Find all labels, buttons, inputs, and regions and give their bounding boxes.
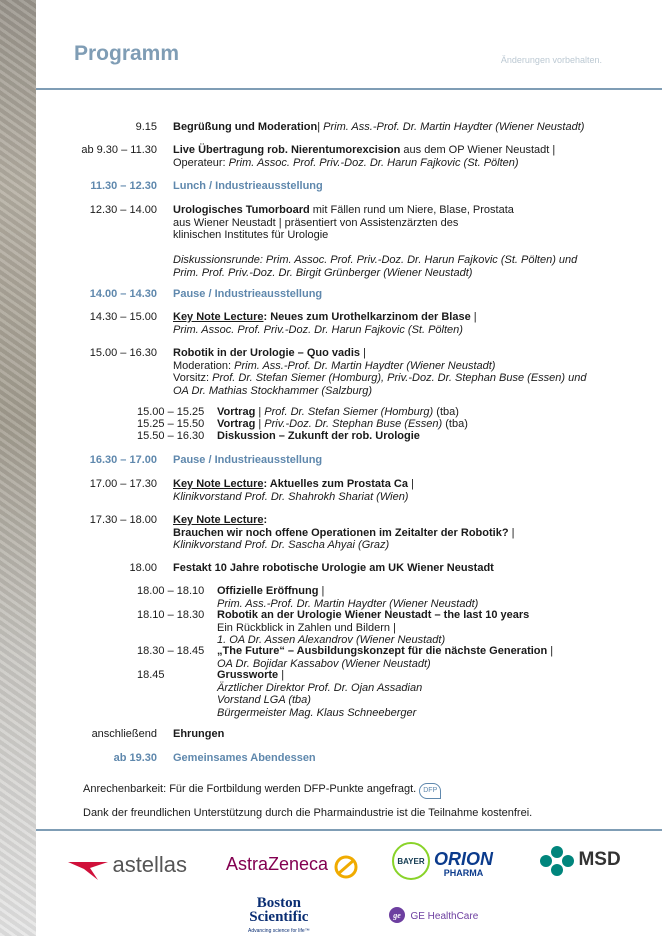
sub-time: 18.00 – 18.10 (137, 585, 205, 597)
row-title: Urologisches Tumorboard (173, 204, 310, 216)
row-time: 12.30 – 14.00 (89, 204, 157, 216)
sub-speaker: Ärztlicher Direktor Prof. Dr. Ojan Assadian (217, 681, 423, 694)
row-time: 15.00 – 16.30 (89, 347, 157, 359)
row-title: : (263, 514, 268, 526)
keynote-label: Key Note Lecture (173, 311, 264, 323)
row-time: 17.30 – 18.00 (89, 514, 157, 526)
sub-title: Robotik an der Urologie Wiener Neustadt – the last 10 years (217, 609, 530, 621)
sub-speaker: Bürgermeister Mag. Klaus Schneeberger (217, 706, 417, 719)
msd-logo: MSD (540, 846, 621, 876)
row-title: Festakt 10 Jahre robotische Urologie am UK Wiener Neustadt (173, 562, 494, 574)
sub-title: Vortrag (217, 418, 256, 430)
separator: | (360, 347, 366, 359)
credits-note (83, 783, 441, 799)
separator: | (470, 311, 477, 323)
svg-text:ge: ge (393, 911, 401, 920)
sub-item (137, 669, 422, 719)
sub-time: 15.25 – 15.50 (137, 418, 205, 430)
row-time: 16.30 – 17.00 (89, 454, 157, 466)
row-speaker: Prim. Assoc. Prof. Priv.-Doz. Dr. Harun Fajkovic (St. Pölten) (228, 156, 519, 169)
sponsor-logos (36, 830, 662, 936)
sub-title: „The Future“ – Ausbildungskonzept für die nächste Generation (217, 645, 548, 657)
row-label: Vorsitz: (173, 372, 213, 384)
row-time: anschließend (91, 728, 157, 740)
sub-time: 15.50 – 16.30 (137, 430, 205, 442)
sub-time: 18.45 (137, 669, 165, 681)
disclaimer: Änderungen vorbehalten. (500, 55, 602, 65)
sub-title: Grussworte (217, 669, 279, 681)
sub-item: 15.25 – 15.50 Vortrag | Priv.-Doz. Dr. Stephan Buse (Essen) (tba) (137, 418, 468, 430)
sub-title: Vortrag (217, 406, 256, 418)
sub-title: Diskussion – Zukunft der rob. Urologie (217, 430, 420, 442)
separator: | (407, 478, 414, 490)
sub-speaker: Prof. Dr. Stefan Siemer (Homburg) (264, 406, 434, 418)
sub-item (137, 585, 478, 610)
row-title: Begrüßung und Moderation (173, 121, 318, 133)
credits-text: Anrechenbarkeit: Für die Fortbildung werden DFP-Punkte angefragt. (83, 783, 417, 795)
sub-time: 18.30 – 18.45 (137, 645, 205, 657)
row-time: ab 9.30 – 11.30 (81, 144, 157, 156)
row-title: Robotik in der Urologie – Quo vadis (173, 347, 361, 359)
ge-healthcare-logo: ge GE HealthCare (388, 906, 478, 924)
row-time: ab 19.30 (113, 752, 157, 764)
sub-speaker: OA Dr. Bojidar Kassabov (Wiener Neustadt) (217, 657, 431, 670)
header (36, 0, 662, 88)
astrazeneca-logo: AstraZeneca (226, 854, 359, 880)
separator: | (317, 121, 324, 133)
row-label: Moderation: (173, 359, 235, 372)
row-time: 14.30 – 15.00 (89, 311, 157, 323)
keynote-label: Key Note Lecture (173, 514, 264, 526)
separator: | (318, 585, 325, 597)
sub-speaker: Priv.-Doz. Dr. Stephan Buse (Essen) (264, 418, 443, 430)
row-speaker: Prim. Assoc. Prof. Priv.-Doz. Dr. Harun Fajkovic (St. Pölten) (173, 323, 463, 336)
row-title: Lunch / Industrieausstellung (173, 180, 323, 192)
row-speaker: Diskussionsrunde: Prim. Assoc. Prof. Priv.-Doz. Dr. Harun Fajkovic (St. Pölten) und (173, 254, 578, 266)
sub-text: Ein Rückblick in Zahlen und Bildern | (217, 621, 396, 634)
row-title: Brauchen wir noch offene Operationen im Zeitalter der Robotik? (173, 526, 509, 539)
row-text: klinischen Institutes für Urologie (173, 229, 329, 241)
page-title: Programm (74, 42, 180, 65)
sub-item (137, 430, 420, 443)
row-time: 14.00 – 14.30 (89, 288, 157, 300)
row-title: : Aktuelles zum Prostata Ca (263, 478, 408, 490)
sub-item (137, 609, 529, 647)
sub-item: 15.00 – 15.25 Vortrag | Prof. Dr. Stefan Siemer (Homburg) (tba) (137, 406, 459, 418)
sub-speaker: 1. OA Dr. Assen Alexandrov (Wiener Neustadt) (217, 634, 446, 646)
astellas-logo: astellas (68, 852, 187, 880)
row-speaker: Klinikvorstand Prof. Dr. Sascha Ahyai (Graz) (173, 539, 390, 551)
sub-title: Offizielle Eröffnung (217, 585, 319, 597)
top-divider (36, 88, 662, 90)
thanks-note: Dank der freundlichen Unterstützung durch die Pharmaindustrie ist die Teilnahme kostenfrei. (83, 807, 533, 819)
row-title: : Neues zum Urothelkarzinom der Blase (263, 311, 471, 323)
sub-time: 15.00 – 15.25 (137, 406, 205, 418)
row-speaker: Prim. Ass.-Prof. Dr. Martin Haydter (Wiener Neustadt) (323, 121, 585, 133)
row-title: Gemeinsames Abendessen (173, 752, 316, 764)
row-text: mit Fällen rund um Niere, Blase, Prostata (309, 204, 514, 216)
row-time: 17.00 – 17.30 (89, 478, 157, 490)
orion-logo: ORION PHARMA (434, 849, 494, 878)
row-speaker: Prof. Dr. Stefan Siemer (Homburg), Priv.-Doz. Dr. Stephan Buse (Essen) und (212, 372, 587, 384)
row-title: Pause / Industrieausstellung (173, 288, 323, 300)
row-speaker: Klinikvorstand Prof. Dr. Shahrokh Shariat (Wien) (173, 490, 409, 503)
row-text: aus Wiener Neustadt | präsentiert von Assistenzärzten des (173, 216, 459, 229)
row-speaker: Prim. Prof. Priv.-Doz. Dr. Birgit Grünberger (Wiener Neustadt) (173, 266, 473, 279)
row-label: Operateur: (173, 156, 229, 169)
row-speaker: OA Dr. Mathias Stockhammer (Salzburg) (173, 384, 373, 397)
sub-time: 18.10 – 18.30 (137, 609, 205, 621)
row-title: Pause / Industrieausstellung (173, 454, 323, 466)
row-speaker: Prim. Ass.-Prof. Dr. Martin Haydter (Wiener Neustadt) (234, 359, 496, 372)
dfp-icon: DFP (419, 783, 441, 799)
row-text: aus dem OP Wiener Neustadt | (400, 144, 556, 156)
bayer-logo: BAYER (392, 842, 430, 880)
boston-scientific-logo: Boston Scientific Advancing science for life™ (248, 895, 310, 934)
sub-speaker: Prim. Ass.-Prof. Dr. Martin Haydter (Wiener Neustadt) (217, 597, 479, 610)
keynote-label: Key Note Lecture (173, 478, 264, 490)
separator: | (547, 645, 554, 657)
row-time: 11.30 – 12.30 (90, 180, 157, 192)
row-time: 9.15 (135, 121, 157, 133)
row-time: 18.00 (129, 562, 157, 574)
row-title: Live Übertragung rob. Nierentumorexcision (173, 144, 401, 156)
sub-speaker: Vorstand LGA (tba) (217, 694, 311, 706)
sub-note: (tba) (442, 418, 468, 430)
separator: | (278, 669, 285, 681)
background-photo (0, 0, 36, 936)
row-title: Ehrungen (173, 728, 225, 740)
sub-note: (tba) (433, 406, 459, 418)
separator: | (508, 526, 515, 539)
sub-item (137, 645, 553, 670)
